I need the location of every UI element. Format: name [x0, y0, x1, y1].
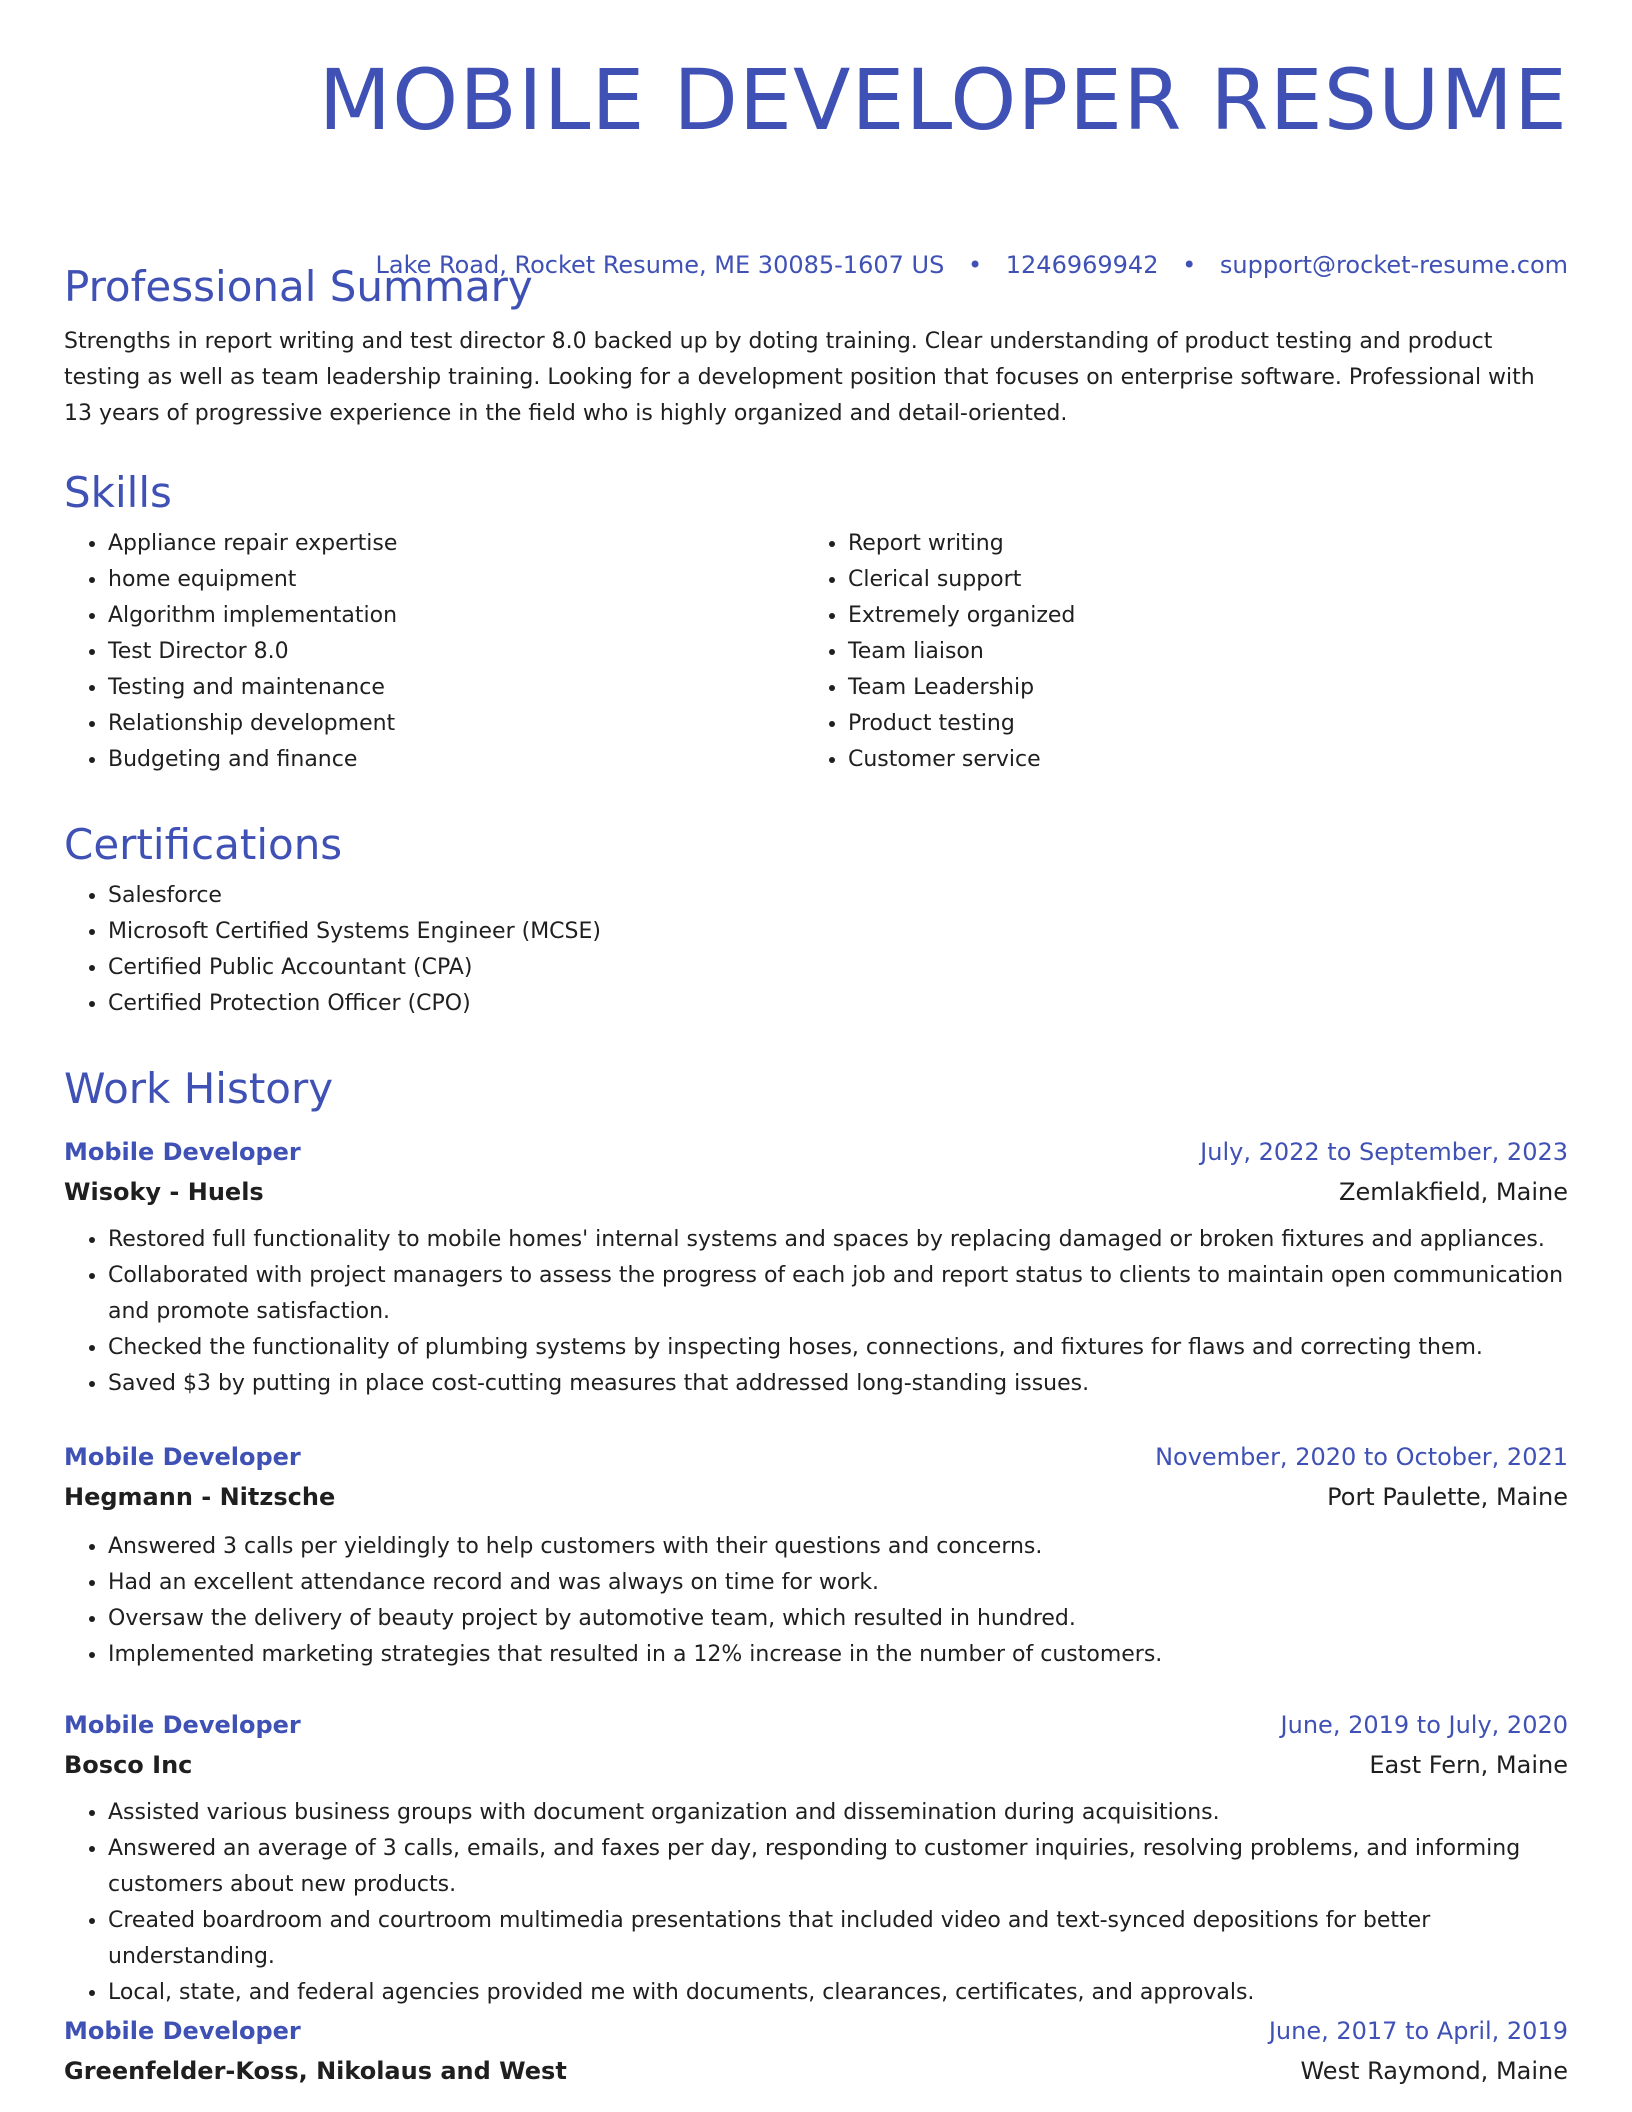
certification-item: • Microsoft Certified Systems Engineer (MCSE)	[108, 914, 1568, 950]
job-location: East Fern, Maine	[1369, 1751, 1568, 1779]
summary-section	[64, 262, 1568, 432]
skill-item: • Customer service	[848, 742, 1544, 778]
job-bullets	[64, 1222, 1568, 1402]
job-dates: November, 2020 to October, 2021	[1155, 1443, 1568, 1471]
skills-column-right	[804, 526, 1544, 778]
skills-section	[64, 468, 1568, 778]
job-bullets	[64, 1529, 1568, 1673]
certification-item: • Certified Public Accountant (CPA)	[108, 950, 1568, 986]
skill-item: • Test Director 8.0	[108, 634, 804, 670]
skill-item: • Product testing	[848, 706, 1544, 742]
job-location: West Raymond, Maine	[1300, 2057, 1568, 2085]
job-bullet: • Oversaw the delivery of beauty project by automotive team, which resulted in hundred.	[108, 1601, 1568, 1637]
job-company: Hegmann - Nitzsche	[64, 1483, 336, 1511]
job-title: Mobile Developer	[64, 1711, 301, 1739]
page-title: MOBILE DEVELOPER RESUME	[318, 51, 1568, 149]
skill-item: • Appliance repair expertise	[108, 526, 804, 562]
job-title: Mobile Developer	[64, 2017, 301, 2045]
email: support@rocket-resume.com	[1219, 251, 1568, 279]
skill-item: • Team liaison	[848, 634, 1544, 670]
job-bullet: • Implemented marketing strategies that resulted in a 12% increase in the number of customers.	[108, 1637, 1568, 1673]
job-company-row	[64, 1172, 1568, 1212]
skills-list	[64, 526, 804, 778]
job-company-row	[64, 1477, 1568, 1517]
skill-item: • Relationship development	[108, 706, 804, 742]
job-header-row	[64, 1437, 1568, 1477]
skill-item: • Team Leadership	[848, 670, 1544, 706]
summary-title: Professional Summary	[64, 262, 533, 311]
job-bullet: • Saved $3 by putting in place cost-cutting measures that addressed long-standing issues.	[108, 1366, 1568, 1402]
skill-item: • Algorithm implementation	[108, 598, 804, 634]
work-history-section	[64, 1064, 1568, 1114]
certifications-title: Certifications	[64, 820, 343, 869]
job-company-row	[64, 2051, 1568, 2091]
job-dates: July, 2022 to September, 2023	[1200, 1138, 1568, 1166]
separator: •	[1182, 251, 1197, 279]
job-dates: June, 2017 to April, 2019	[1268, 2017, 1568, 2045]
skill-item: • Extremely organized	[848, 598, 1544, 634]
skill-item: • home equipment	[108, 562, 804, 598]
job-header-row	[64, 2011, 1568, 2051]
job-dates: June, 2019 to July, 2020	[1280, 1711, 1568, 1739]
phone: 1246969942	[1005, 251, 1159, 279]
job-bullet: • Created boardroom and courtroom multimedia presentations that included video and text-synced depositions for better understanding.	[108, 1903, 1568, 1975]
job-entry	[64, 2011, 1568, 2091]
summary-text: Strengths in report writing and test director 8.0 backed up by doting training. Clear understanding of product testing and product testing as well as team leadership training. Looking for a development position that focuses on enterprise software. Professional with 13 years of progressive experience in the field who is highly organized and detail-oriented.	[64, 329, 1535, 426]
certification-item: • Salesforce	[108, 878, 1568, 914]
job-header-row	[64, 1705, 1568, 1745]
job-location: Zemlakfield, Maine	[1339, 1178, 1568, 1206]
resume-header	[64, 50, 1568, 150]
skill-item: • Budgeting and finance	[108, 742, 804, 778]
job-bullet: • Restored full functionality to mobile homes' internal systems and spaces by replacing damaged or broken fixtures and appliances.	[108, 1222, 1568, 1258]
job-entry	[64, 1705, 1568, 2011]
job-bullet: • Answered an average of 3 calls, emails, and faxes per day, responding to customer inquiries, resolving problems, and informing customers about new products.	[108, 1831, 1568, 1903]
job-company: Bosco Inc	[64, 1751, 193, 1779]
skill-item: • Testing and maintenance	[108, 670, 804, 706]
certifications-section	[64, 820, 1568, 1022]
skills-column-left	[64, 526, 804, 778]
job-bullet: • Local, state, and federal agencies provided me with documents, clearances, certificates, and approvals.	[108, 1975, 1568, 2011]
job-company: Wisoky - Huels	[64, 1178, 264, 1206]
certifications-list	[64, 878, 1568, 1022]
skill-item: • Report writing	[848, 526, 1544, 562]
skills-list	[804, 526, 1544, 778]
skill-item: • Clerical support	[848, 562, 1544, 598]
certification-item: • Certified Protection Officer (CPO)	[108, 986, 1568, 1022]
job-bullet: • Collaborated with project managers to assess the progress of each job and report status to clients to maintain open communication and promote satisfaction.	[108, 1258, 1568, 1330]
job-entry	[64, 1132, 1568, 1402]
job-title: Mobile Developer	[64, 1443, 301, 1471]
job-location: Port Paulette, Maine	[1327, 1483, 1568, 1511]
job-bullet: • Assisted various business groups with document organization and dissemination during acquisitions.	[108, 1795, 1568, 1831]
separator: •	[967, 251, 983, 279]
job-bullet: • Had an excellent attendance record and was always on time for work.	[108, 1565, 1568, 1601]
skills-title: Skills	[64, 468, 172, 517]
address: Lake Road, Rocket Resume, ME 30085-1607 US	[375, 251, 945, 279]
work-history-title: Work History	[64, 1064, 334, 1113]
job-bullet: • Answered 3 calls per yieldingly to help customers with their questions and concerns.	[108, 1529, 1568, 1565]
job-company: Greenfelder-Koss, Nikolaus and West	[64, 2057, 567, 2085]
job-company-row	[64, 1745, 1568, 1785]
job-title: Mobile Developer	[64, 1138, 301, 1166]
job-bullet: • Checked the functionality of plumbing systems by inspecting hoses, connections, and fixtures for flaws and correcting them.	[108, 1330, 1568, 1366]
skills-grid	[64, 526, 1568, 778]
job-bullets	[64, 1795, 1568, 2011]
job-entry	[64, 1437, 1568, 1673]
job-header-row	[64, 1132, 1568, 1172]
